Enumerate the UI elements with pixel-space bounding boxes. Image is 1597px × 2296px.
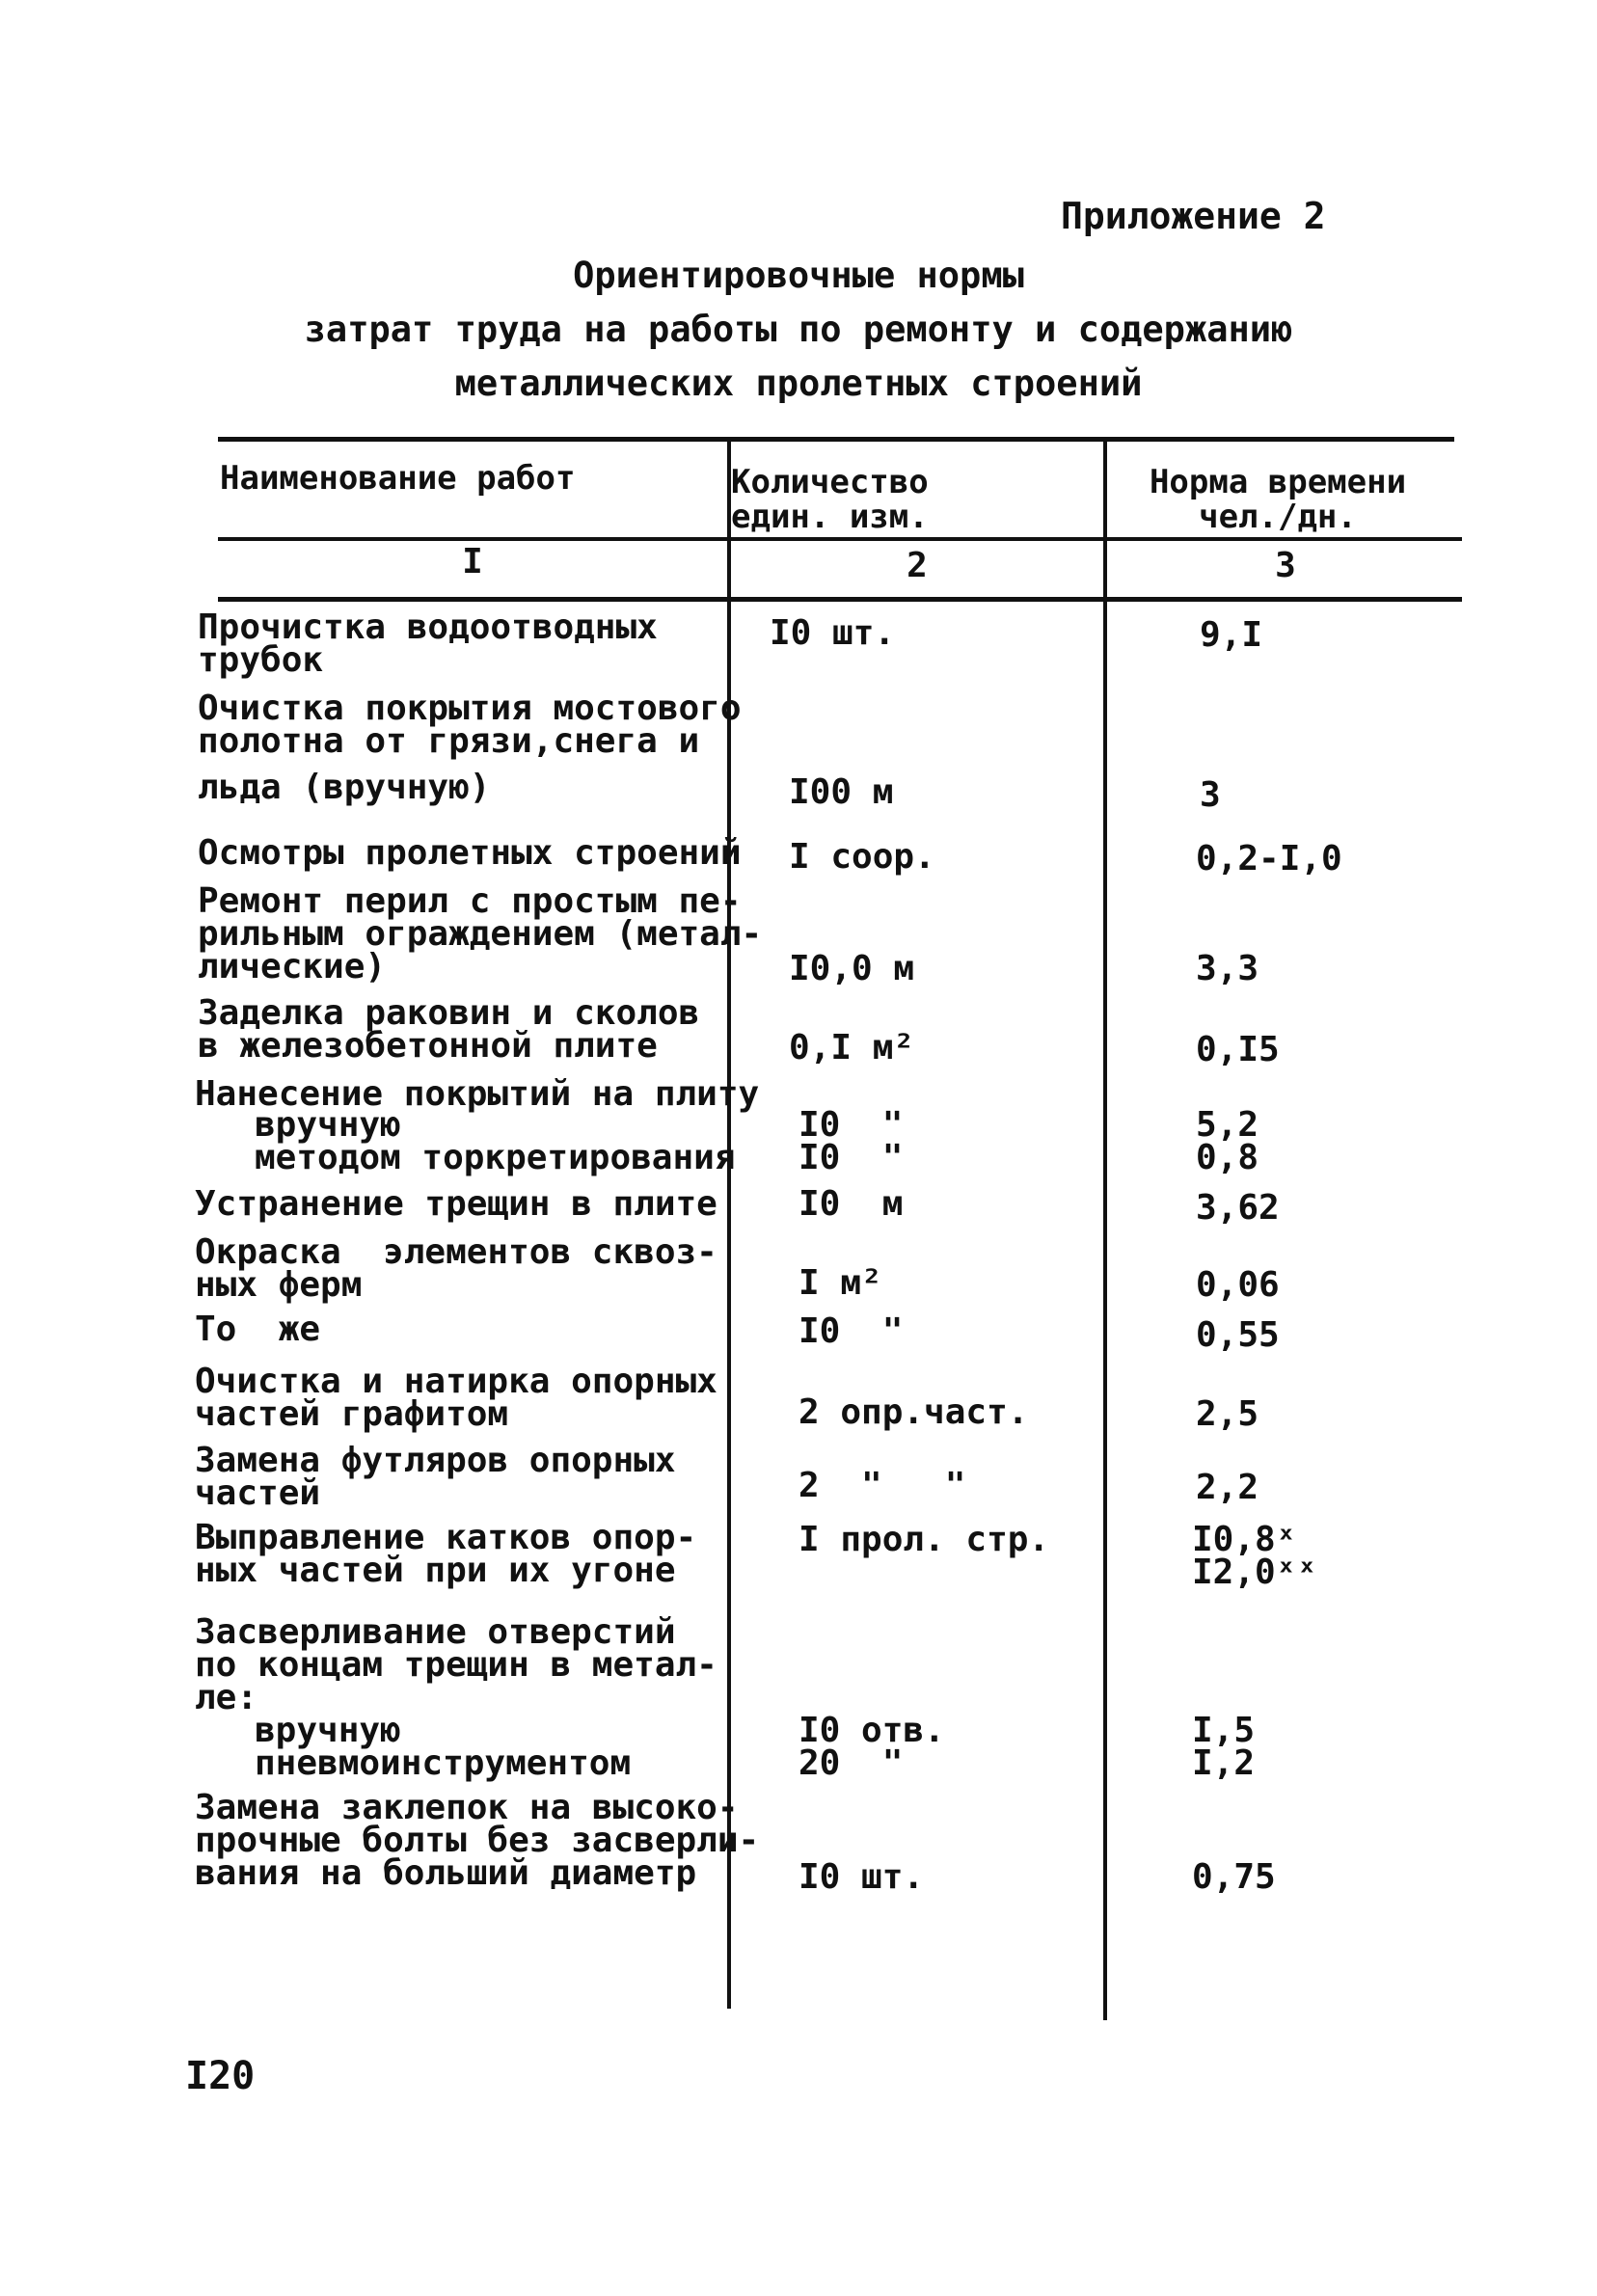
table-row-quantity: I м² bbox=[798, 1263, 882, 1303]
table-row-name: Осмотры пролетных строений bbox=[198, 833, 742, 873]
table-row-name: Засверливание отверстий по концам трещин в метал- ле: bbox=[195, 1612, 717, 1717]
table-row-norm: 0,2-I,0 bbox=[1196, 839, 1342, 878]
table-row-quantity: I0,0 м bbox=[789, 949, 915, 988]
table-row-quantity: I0 отв. 20 " bbox=[798, 1711, 945, 1783]
table-row-name: Заделка раковин и сколов в железобетонной плите bbox=[198, 993, 700, 1066]
table-row-norm: 0,I5 bbox=[1196, 1030, 1280, 1069]
table-row-norm: I,5 I,2 bbox=[1192, 1711, 1256, 1783]
table-row-quantity: I00 м bbox=[789, 772, 894, 812]
table-row-quantity: I0 " I0 " bbox=[798, 1105, 904, 1177]
table-row-norm: 5,2 0,8 bbox=[1196, 1105, 1259, 1177]
table-row-norm: 2,2 bbox=[1196, 1468, 1259, 1507]
table-row-name: Нанесение покрытий на плиту bbox=[195, 1074, 760, 1114]
table-row-name: Выправление катков опор- ных частей при их угоне bbox=[195, 1518, 697, 1590]
header-bottom-rule bbox=[218, 537, 1462, 541]
title-line-1: Ориентировочные нормы bbox=[573, 255, 1024, 296]
column-divider-1 bbox=[727, 439, 731, 2009]
table-row-quantity: 2 опр.част. bbox=[798, 1392, 1029, 1432]
table-row-quantity: 0,I м² bbox=[789, 1028, 915, 1067]
column-number-3: 3 bbox=[1275, 546, 1296, 585]
table-row-quantity: I прол. стр. bbox=[798, 1520, 1050, 1559]
table-row-quantity: I0 шт. bbox=[770, 613, 896, 653]
appendix-label: Приложение 2 bbox=[1061, 195, 1326, 237]
column-header-quantity: Количество един. изм. bbox=[731, 463, 929, 536]
page-number: I20 bbox=[185, 2054, 256, 2098]
table-row-norm: 3,3 bbox=[1196, 949, 1259, 988]
column-divider-2 bbox=[1103, 439, 1107, 2020]
table-row-name-continued: льда (вручную) bbox=[198, 768, 491, 807]
table-row-quantity: I0 м bbox=[798, 1184, 904, 1224]
table-row-norm: 2,5 bbox=[1196, 1394, 1259, 1434]
table-row-name: Замена футляров опорных частей bbox=[195, 1441, 676, 1513]
column-header-norm: Норма времени чел./дн. bbox=[1149, 463, 1407, 536]
table-row-quantity: I0 " bbox=[798, 1311, 904, 1351]
table-row-name: Замена заклепок на высоко- прочные болты без засверли- вания на больший диаметр bbox=[195, 1788, 760, 1893]
column-header-name: Наименование работ bbox=[220, 459, 576, 498]
table-row-name: Ремонт перил с простым пе- рильным ограждением (метал- лические) bbox=[198, 881, 763, 986]
table-row-subitems: вручную пневмоинструментом bbox=[255, 1711, 632, 1783]
numbers-bottom-rule bbox=[218, 597, 1462, 602]
table-row-norm: 0,55 bbox=[1196, 1315, 1280, 1355]
table-row-norm: 9,I bbox=[1200, 615, 1263, 655]
table-row-name: Прочистка водоотводных трубок bbox=[198, 608, 658, 680]
table-row-name: Окраска элементов сквоз- ных ферм bbox=[195, 1232, 717, 1305]
column-number-1: I bbox=[462, 542, 483, 581]
title-line-3: металлических пролетных строений bbox=[454, 363, 1143, 404]
table-row-subitems: вручную методом торкретирования bbox=[255, 1105, 736, 1177]
table-row-norm: 0,06 bbox=[1196, 1265, 1280, 1305]
table-row-name: То же bbox=[195, 1310, 321, 1349]
title-line-2: затрат труда на работы по ремонту и содержанию bbox=[304, 309, 1293, 350]
table-row-name: Очистка покрытия мостового полотна от грязи,снега и bbox=[198, 689, 742, 761]
table-row-quantity: I0 шт. bbox=[798, 1857, 925, 1897]
table-row-quantity: I соор. bbox=[789, 837, 935, 877]
table-row-name: Очистка и натирка опорных частей графитом bbox=[195, 1362, 717, 1434]
table-top-rule bbox=[218, 437, 1454, 442]
table-row-quantity: 2 " " bbox=[798, 1466, 966, 1505]
table-row-norm: 3 bbox=[1200, 775, 1221, 815]
table-row-norm: 3,62 bbox=[1196, 1188, 1280, 1228]
table-row-name: Устранение трещин в плите bbox=[195, 1184, 717, 1224]
table-row-norm: I0,8ˣ I2,0ˣˣ bbox=[1192, 1520, 1318, 1592]
column-number-2: 2 bbox=[907, 546, 928, 585]
table-row-norm: 0,75 bbox=[1192, 1857, 1276, 1897]
